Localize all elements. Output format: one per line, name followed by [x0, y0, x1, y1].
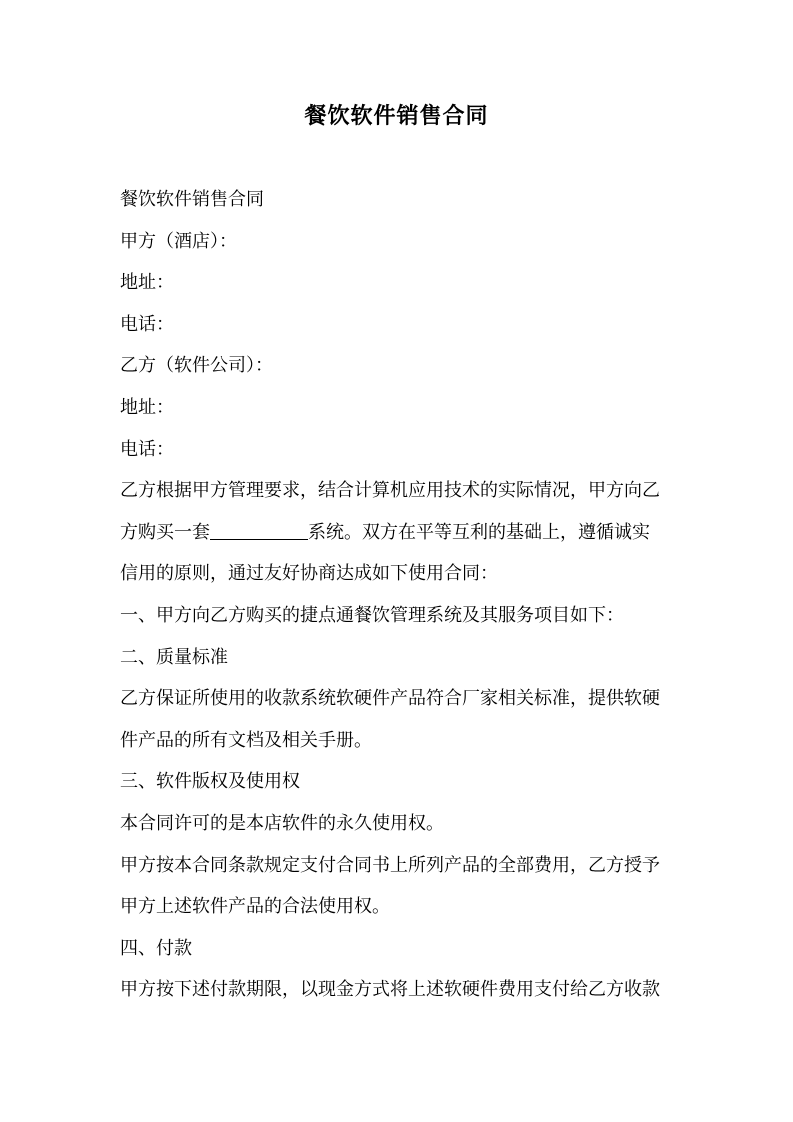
paragraph-line: 甲方按本合同条款规定支付合同书上所列产品的全部费用，乙方授予 [120, 854, 660, 876]
system-name-blank [210, 515, 308, 540]
paragraph-line: 甲方上述软件产品的合法使用权。 [120, 896, 390, 918]
document-body [120, 179, 676, 1011]
party-a-label: 甲方（酒店）： [120, 230, 237, 252]
party-b-phone-label: 电话： [120, 438, 174, 460]
paragraph-line: 信用的原则，通过友好协商达成如下使用合同： [120, 563, 498, 585]
party-b-address-label: 地址： [120, 396, 174, 418]
section-heading-4: 四、付款 [120, 937, 192, 959]
party-b-label: 乙方（软件公司）： [120, 355, 273, 377]
section-heading-1: 一、甲方向乙方购买的捷点通餐饮管理系统及其服务项目如下： [120, 604, 624, 626]
paragraph-line: 件产品的所有文档及相关手册。 [120, 729, 372, 751]
paragraph-line: 乙方根据甲方管理要求，结合计算机应用技术的实际情况，甲方向乙 [120, 480, 660, 502]
section-heading-2: 二、质量标准 [120, 646, 228, 668]
party-a-address-label: 地址： [120, 272, 174, 294]
paragraph-line-start: 方购买一套 [120, 521, 210, 543]
paragraph-line-with-blank [120, 512, 676, 554]
section-heading-3: 三、软件版权及使用权 [120, 771, 300, 793]
paragraph-line-end: 系统。双方在平等互利的基础上，遵循诚实 [308, 521, 650, 543]
paragraph-line: 乙方保证所使用的收款系统软硬件产品符合厂家相关标准，提供软硬 [120, 688, 660, 710]
paragraph-line: 甲方按下述付款期限，以现金方式将上述软硬件费用支付给乙方收款 [120, 979, 660, 1001]
party-a-phone-label: 电话： [120, 313, 174, 335]
paragraph-line: 本合同许可的是本店软件的永久使用权。 [120, 812, 444, 834]
contract-heading-line: 餐饮软件销售合同 [120, 189, 264, 210]
document-title: 餐饮软件销售合同 [304, 103, 489, 129]
